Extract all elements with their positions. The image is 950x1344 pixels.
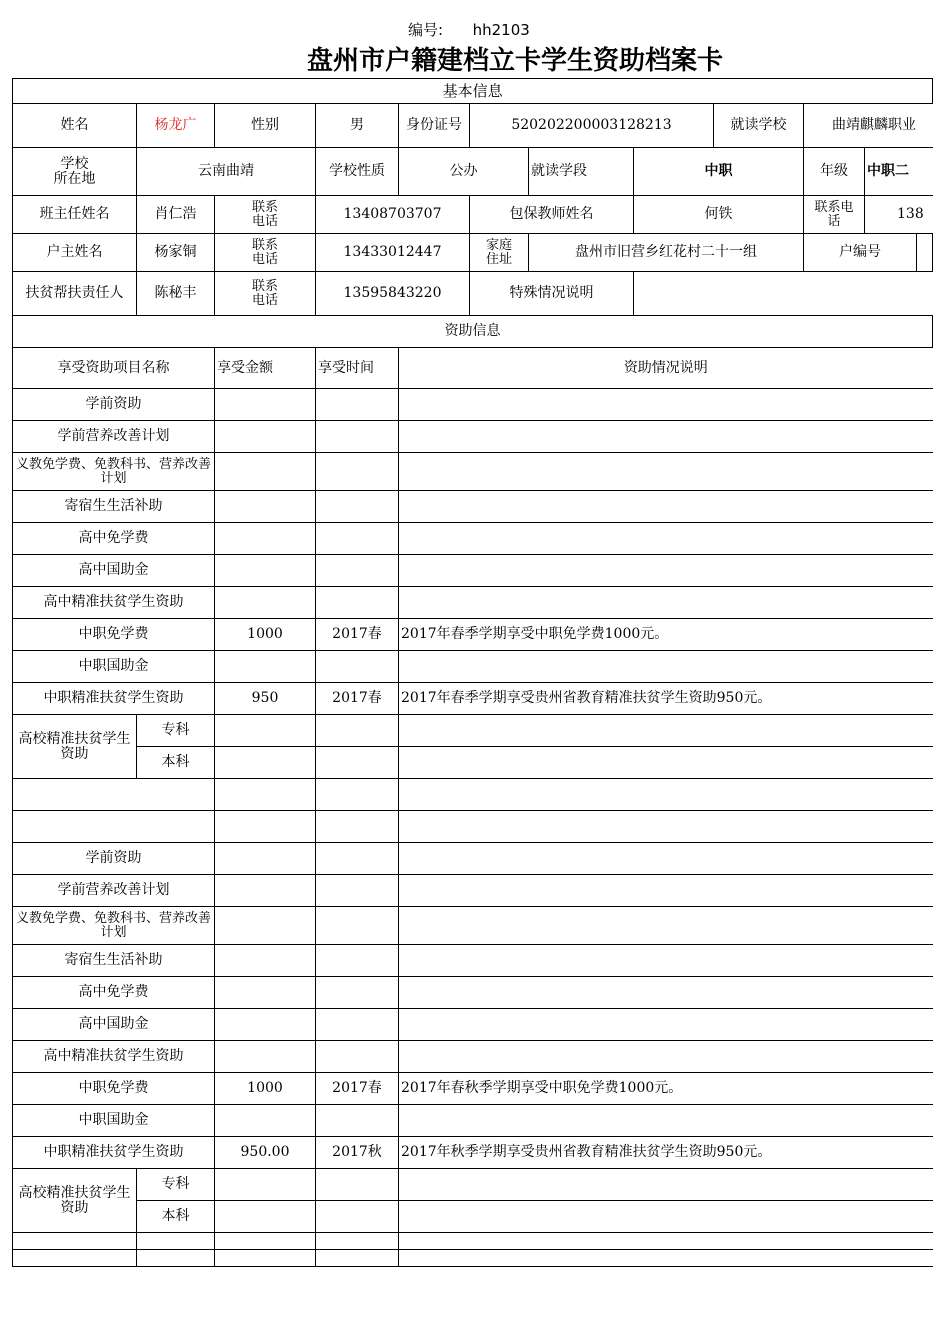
householder-phone-value: 13433012447	[316, 234, 470, 272]
aid-amount: 1000	[215, 1073, 316, 1105]
aid-amount	[215, 453, 316, 491]
aid-item: 高中国助金	[13, 555, 215, 587]
school-type-label: 学校性质	[316, 148, 399, 196]
aid-amount	[215, 1105, 316, 1137]
aid-time	[316, 907, 399, 945]
aid-amount: 950.00	[215, 1137, 316, 1169]
card-code-value: hh2103	[472, 21, 530, 39]
aid-item: 学前资助	[13, 843, 215, 875]
aid-desc: 2017年秋季学期享受贵州省教育精准扶贫学生资助950元。	[399, 1137, 933, 1169]
householder-label: 户主姓名	[13, 234, 137, 272]
householder-value: 杨家铜	[137, 234, 215, 272]
aid-row	[13, 1105, 933, 1137]
aid-item: 学前营养改善计划	[13, 421, 215, 453]
card-code-label: 编号:	[408, 21, 444, 39]
aid-item: 高中免学费	[13, 977, 215, 1009]
aid-item: 中职免学费	[13, 1073, 215, 1105]
stage-value: 中职	[634, 148, 804, 196]
aid-row	[13, 1073, 933, 1105]
aid-item: 高中精准扶贫学生资助	[13, 1041, 215, 1073]
aid-desc	[399, 1105, 933, 1137]
aid-desc	[399, 491, 933, 523]
school-value: 曲靖麒麟职业	[804, 104, 933, 148]
aid-time: 2017春	[316, 619, 399, 651]
aid-time	[316, 1009, 399, 1041]
household-no-value	[917, 234, 933, 272]
id-value: 520202200003128213	[470, 104, 714, 148]
aid-desc	[399, 587, 933, 619]
college-sub-benke-2: 本科	[137, 1201, 215, 1233]
teacher-value: 肖仁浩	[137, 196, 215, 234]
address-value: 盘州市旧营乡红花村二十一组	[529, 234, 804, 272]
page-title: 盘州市户籍建档立卡学生资助档案卡	[306, 46, 723, 76]
name-label: 姓名	[13, 104, 137, 148]
aid-time	[316, 843, 399, 875]
aid-time: 2017春	[316, 1073, 399, 1105]
aid-row	[13, 491, 933, 523]
aid-desc	[399, 1041, 933, 1073]
aid-amount	[215, 555, 316, 587]
aid-row	[13, 389, 933, 421]
aid-row	[13, 555, 933, 587]
address-label: 家庭 住址	[470, 234, 529, 272]
college-sub-zhuanke: 专科	[137, 715, 215, 747]
poverty-responsible-label: 扶贫帮扶责任人	[13, 272, 137, 316]
aid-row	[13, 453, 933, 491]
grade-value: 中职二	[865, 148, 933, 196]
aid-block-2	[13, 843, 933, 1169]
aid-desc: 2017年春秋季学期享受中职免学费1000元。	[399, 1073, 933, 1105]
name-value: 杨龙广	[137, 104, 215, 148]
id-label: 身份证号	[399, 104, 470, 148]
aid-row	[13, 945, 933, 977]
aid-desc	[399, 843, 933, 875]
aid-row	[13, 875, 933, 907]
aid-item: 高中免学费	[13, 523, 215, 555]
aid-desc	[399, 875, 933, 907]
aid-amount	[215, 651, 316, 683]
aid-amount	[215, 945, 316, 977]
aid-time: 2017秋	[316, 1137, 399, 1169]
aid-time	[316, 977, 399, 1009]
aid-item: 寄宿生生活补助	[13, 945, 215, 977]
aid-row	[13, 523, 933, 555]
aid-item: 义教免学费、免教科书、营养改善计划	[13, 453, 215, 491]
aid-amount	[215, 1041, 316, 1073]
aid-desc	[399, 555, 933, 587]
aid-row	[13, 907, 933, 945]
aid-desc	[399, 453, 933, 491]
aid-amount: 1000	[215, 619, 316, 651]
household-no-label: 户编号	[804, 234, 917, 272]
college-aid-label-2: 高校精准扶贫学生资助	[13, 1169, 137, 1233]
aid-amount	[215, 491, 316, 523]
poverty-responsible-value: 陈秘丰	[137, 272, 215, 316]
aid-item: 中职精准扶贫学生资助	[13, 1137, 215, 1169]
col-amount-header: 享受金额	[215, 348, 316, 389]
guarantor-phone-label: 联系电 话	[804, 196, 865, 234]
aid-item: 高中精准扶贫学生资助	[13, 587, 215, 619]
aid-amount	[215, 843, 316, 875]
aid-time	[316, 453, 399, 491]
aid-time	[316, 945, 399, 977]
aid-amount	[215, 907, 316, 945]
aid-time	[316, 875, 399, 907]
col-time-header: 享受时间	[316, 348, 399, 389]
college-sub-zhuanke-2: 专科	[137, 1169, 215, 1201]
aid-row	[13, 843, 933, 875]
aid-desc: 2017年春季学期享受贵州省教育精准扶贫学生资助950元。	[399, 683, 933, 715]
aid-item: 高中国助金	[13, 1009, 215, 1041]
aid-desc	[399, 977, 933, 1009]
aid-row	[13, 1137, 933, 1169]
aid-item: 中职精准扶贫学生资助	[13, 683, 215, 715]
aid-row	[13, 1009, 933, 1041]
aid-amount: 950	[215, 683, 316, 715]
aid-amount	[215, 523, 316, 555]
aid-row	[13, 651, 933, 683]
aid-row	[13, 421, 933, 453]
aid-info-header: 资助信息	[13, 316, 933, 348]
aid-desc: 2017年春季学期享受中职免学费1000元。	[399, 619, 933, 651]
aid-amount	[215, 421, 316, 453]
guarantor-label: 包保教师姓名	[470, 196, 634, 234]
teacher-phone-value: 13408703707	[316, 196, 470, 234]
aid-amount	[215, 875, 316, 907]
aid-item: 中职国助金	[13, 1105, 215, 1137]
aid-item: 学前营养改善计划	[13, 875, 215, 907]
school-location-value: 云南曲靖	[137, 148, 316, 196]
aid-item: 中职免学费	[13, 619, 215, 651]
aid-row	[13, 683, 933, 715]
aid-desc	[399, 1009, 933, 1041]
aid-amount	[215, 587, 316, 619]
college-aid-label: 高校精准扶贫学生资助	[13, 715, 137, 779]
aid-time: 2017春	[316, 683, 399, 715]
guarantor-value: 何铁	[634, 196, 804, 234]
aid-desc	[399, 523, 933, 555]
poverty-phone-value: 13595843220	[316, 272, 470, 316]
aid-amount	[215, 389, 316, 421]
aid-row	[13, 1041, 933, 1073]
poverty-phone-label: 联系 电话	[215, 272, 316, 316]
school-location-label: 学校 所在地	[13, 148, 137, 196]
aid-block-1	[13, 389, 933, 715]
aid-item: 中职国助金	[13, 651, 215, 683]
college-sub-benke: 本科	[137, 747, 215, 779]
archive-table	[12, 78, 933, 1267]
card-code	[408, 19, 530, 40]
aid-item: 寄宿生生活补助	[13, 491, 215, 523]
aid-amount	[215, 977, 316, 1009]
school-type-value: 公办	[399, 148, 529, 196]
aid-desc	[399, 421, 933, 453]
aid-time	[316, 1041, 399, 1073]
col-item-header: 享受资助项目名称	[13, 348, 215, 389]
householder-phone-label: 联系 电话	[215, 234, 316, 272]
grade-label: 年级	[804, 148, 865, 196]
aid-item: 学前资助	[13, 389, 215, 421]
school-label: 就读学校	[714, 104, 804, 148]
aid-time	[316, 389, 399, 421]
aid-amount	[215, 1009, 316, 1041]
gender-value: 男	[316, 104, 399, 148]
aid-time	[316, 555, 399, 587]
aid-desc	[399, 389, 933, 421]
aid-desc	[399, 651, 933, 683]
guarantor-phone-value: 138	[865, 196, 933, 234]
aid-time	[316, 421, 399, 453]
gender-label: 性别	[215, 104, 316, 148]
aid-desc	[399, 945, 933, 977]
teacher-phone-label: 联系 电话	[215, 196, 316, 234]
teacher-label: 班主任姓名	[13, 196, 137, 234]
aid-row	[13, 587, 933, 619]
aid-time	[316, 651, 399, 683]
basic-info-header: 基本信息	[13, 79, 933, 104]
aid-row	[13, 619, 933, 651]
special-note-value	[634, 272, 933, 316]
aid-time	[316, 523, 399, 555]
aid-time	[316, 1105, 399, 1137]
special-note-label: 特殊情况说明	[470, 272, 634, 316]
aid-row	[13, 977, 933, 1009]
aid-desc	[399, 907, 933, 945]
aid-item: 义教免学费、免教科书、营养改善计划	[13, 907, 215, 945]
col-desc-header: 资助情况说明	[399, 348, 933, 389]
aid-time	[316, 587, 399, 619]
aid-time	[316, 491, 399, 523]
stage-label: 就读学段	[529, 148, 634, 196]
